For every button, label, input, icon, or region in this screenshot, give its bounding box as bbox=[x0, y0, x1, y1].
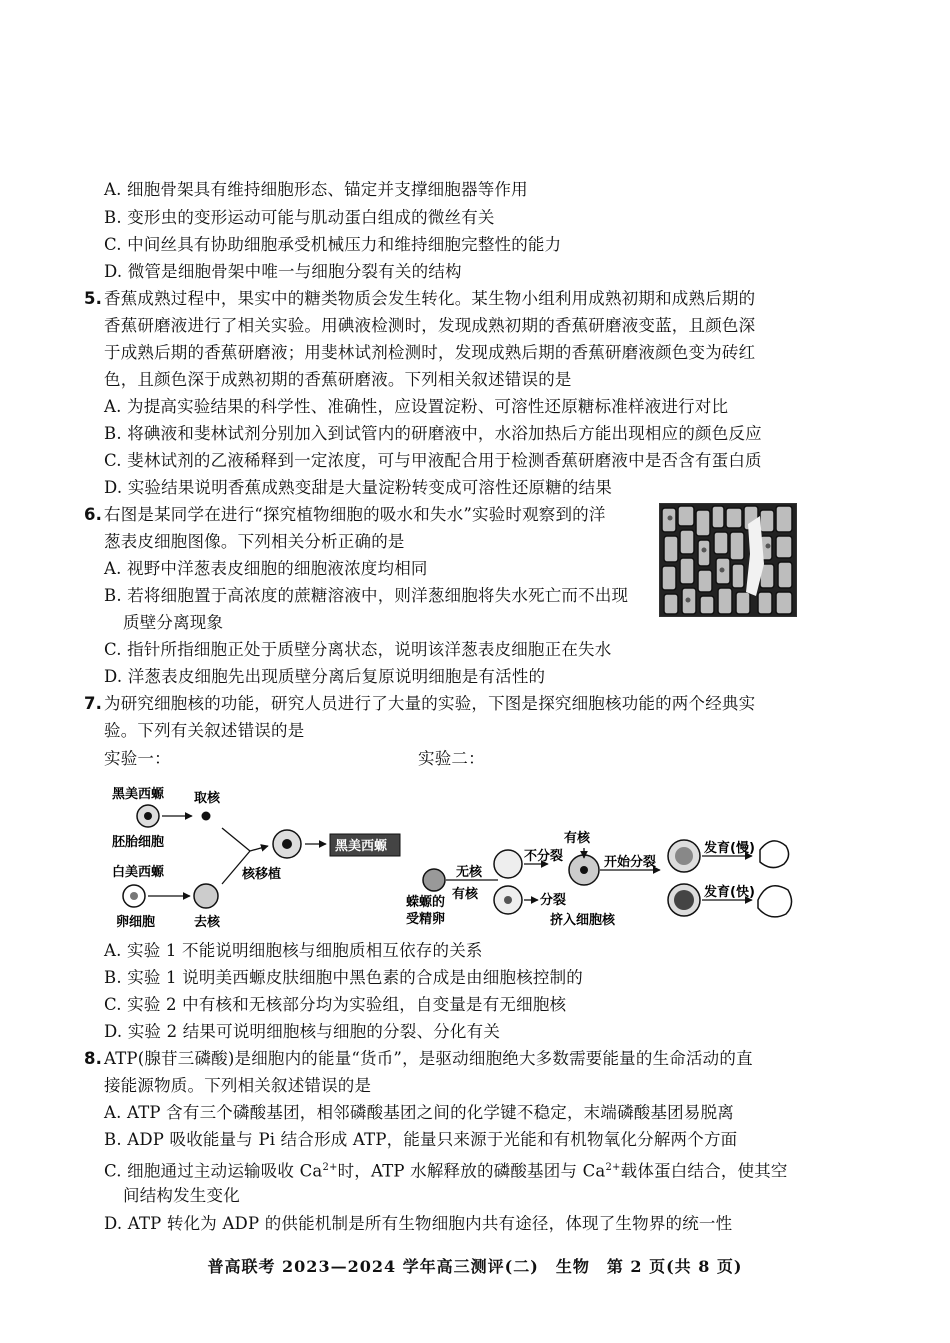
enucleated-egg-icon bbox=[194, 884, 218, 908]
label-develop-slow: 发育(慢) bbox=[704, 841, 755, 856]
q5-stem-4: 色，且颜色深于成熟初期的香蕉研磨液。下列相关叙述错误的是 bbox=[104, 370, 572, 389]
label-egg-cell: 卵细胞 bbox=[116, 915, 156, 930]
nucleus-icon bbox=[202, 812, 211, 821]
q7-number: 7. bbox=[84, 694, 103, 713]
q7-stem-2: 验。下列有关叙述错误的是 bbox=[104, 721, 305, 740]
label-enucleate: 去核 bbox=[194, 915, 221, 930]
q8-stem-2: 接能源物质。下列相关叙述错误的是 bbox=[104, 1076, 372, 1095]
q8-number: 8. bbox=[84, 1049, 103, 1068]
q6-option-b: B. 若将细胞置于高浓度的蔗糖溶液中，则洋葱细胞将失水死亡而不出现 bbox=[104, 586, 629, 605]
larva-slow-icon bbox=[760, 841, 789, 868]
q6-stem-1: 右图是某同学在进行“探究植物细胞的吸水和失水”实验时观察到的洋 bbox=[104, 505, 606, 524]
fertilized-egg-icon bbox=[423, 869, 445, 891]
label-has-nucleus-top: 有核 bbox=[564, 831, 591, 846]
q7-option-a: A. 实验 1 不能说明细胞核与细胞质相互依存的关系 bbox=[104, 941, 483, 960]
label-zygote-1: 蝾螈的 bbox=[406, 895, 446, 910]
q4-option-b: B. 变形虫的变形运动可能与肌动蛋白组成的微丝有关 bbox=[104, 208, 495, 227]
exp1-title: 实验一： bbox=[104, 749, 171, 768]
label-white-axolotl: 白美西螈 bbox=[112, 865, 165, 880]
ca-charge-2: 2+ bbox=[605, 1162, 621, 1173]
q8-option-a: A. ATP 含有三个磷酸基团，相邻磷酸基团之间的化学键不稳定，末端磷酸基团易脱离 bbox=[104, 1103, 734, 1122]
label-no-nucleus: 无核 bbox=[456, 865, 483, 880]
label-no-divide: 不分裂 bbox=[524, 849, 564, 864]
q8-option-c bbox=[104, 1157, 788, 1183]
page-footer: 普高联考 2023—2024 学年高三测评(二) 生物 第 2 页(共 8 页) bbox=[207, 1257, 743, 1276]
split-egg-top-icon bbox=[494, 850, 522, 878]
q8-option-c-part1: C. 细胞通过主动运输吸收 Ca bbox=[104, 1161, 323, 1181]
label-divide: 分裂 bbox=[540, 893, 567, 908]
q4-option-a: A. 细胞骨架具有维持细胞形态、锚定并支撑细胞器等作用 bbox=[104, 180, 528, 199]
label-start-divide: 开始分裂 bbox=[604, 855, 657, 870]
q4-option-d: D. 微管是细胞骨架中唯一与细胞分裂有关的结构 bbox=[104, 262, 462, 281]
label-zygote-2: 受精卵 bbox=[406, 912, 446, 927]
q6-option-b-cont: 质壁分离现象 bbox=[123, 613, 224, 632]
q8-option-d: D. ATP 转化为 ADP 的供能机制是所有生物细胞内共有途径，体现了生物界的统一性 bbox=[104, 1214, 733, 1233]
label-black-axolotl: 黑美西螈 bbox=[112, 787, 165, 802]
label-transplant: 核移植 bbox=[242, 867, 282, 882]
q7-option-d: D. 实验 2 结果可说明细胞核与细胞的分裂、分化有关 bbox=[104, 1022, 501, 1041]
q6-number: 6. bbox=[84, 505, 103, 524]
label-result: 黑美西螈 bbox=[335, 839, 388, 854]
label-take-nucleus: 取核 bbox=[194, 791, 221, 806]
q6-option-c: C. 指针所指细胞正处于质壁分离状态，说明该洋葱表皮细胞正在失水 bbox=[104, 640, 612, 659]
label-squeeze-nucleus: 挤入细胞核 bbox=[550, 913, 616, 928]
label-with-nucleus: 有核 bbox=[452, 887, 479, 902]
q5-stem-3: 于成熟后期的香蕉研磨液；用斐林试剂检测时，发现成熟后期的香蕉研磨液颜色变为砖红 bbox=[104, 343, 756, 362]
q7-stem-1: 为研究细胞核的功能，研究人员进行了大量的实验，下图是探究细胞核功能的两个经典实 bbox=[104, 694, 756, 713]
q5-stem-2: 香蕉研磨液进行了相关实验。用碘液检测时，发现成熟初期的香蕉研磨液变蓝，且颜色深 bbox=[104, 316, 756, 335]
q8-option-c-cont: 间结构发生变化 bbox=[123, 1186, 240, 1205]
q8-stem-1: ATP(腺苷三磷酸)是细胞内的能量“货币”，是驱动细胞绝大多数需要能量的生命活动的直 bbox=[104, 1049, 753, 1068]
q8-option-c-part2: 时，ATP 水解释放的磷酸基团与 Ca bbox=[337, 1161, 606, 1181]
q8-option-b: B. ADP 吸收能量与 Pi 结合形成 ATP，能量只来源于光能和有机物氧化分解两个方面 bbox=[104, 1130, 738, 1149]
nucleus-experiments-diagram bbox=[100, 776, 800, 936]
q6-option-d: D. 洋葱表皮细胞先出现质壁分离后复原说明细胞是有活性的 bbox=[104, 667, 546, 686]
q5-option-c: C. 斐林试剂的乙液稀释到一定浓度，可与甲液配合用于检测香蕉研磨液中是否含有蛋白质 bbox=[104, 451, 762, 470]
q6-option-a: A. 视野中洋葱表皮细胞的细胞液浓度均相同 bbox=[104, 559, 428, 578]
q5-option-d: D. 实验结果说明香蕉成熟变甜是大量淀粉转变成可溶性还原糖的结果 bbox=[104, 478, 613, 497]
q5-option-a: A. 为提高实验结果的科学性、准确性，应设置淀粉、可溶性还原糖标准样液进行对比 bbox=[104, 397, 729, 416]
onion-cell-micrograph bbox=[659, 503, 797, 617]
q7-option-b: B. 实验 1 说明美西螈皮肤细胞中黑色素的合成是由细胞核控制的 bbox=[104, 968, 584, 987]
ca-charge-1: 2+ bbox=[322, 1162, 338, 1173]
q5-number: 5. bbox=[84, 289, 103, 308]
q4-option-c: C. 中间丝具有协助细胞承受机械压力和维持细胞完整性的能力 bbox=[104, 235, 562, 254]
label-develop-fast: 发育(快) bbox=[704, 885, 755, 900]
label-embryo-cell: 胚胎细胞 bbox=[112, 835, 165, 850]
q8-option-c-part3: 载体蛋白结合，使其空 bbox=[620, 1161, 788, 1181]
q7-option-c: C. 实验 2 中有核和无核部分均为实验组，自变量是有无细胞核 bbox=[104, 995, 567, 1014]
q6-stem-2: 葱表皮细胞图像。下列相关分析正确的是 bbox=[104, 532, 405, 551]
larva-fast-icon bbox=[758, 886, 792, 917]
exp2-title: 实验二： bbox=[418, 749, 485, 768]
q5-stem-1: 香蕉成熟过程中，果实中的糖类物质会发生转化。某生物小组利用成熟初期和成熟后期的 bbox=[104, 289, 756, 308]
q5-option-b: B. 将碘液和斐林试剂分别加入到试管内的研磨液中，水浴加热后方能出现相应的颜色反应 bbox=[104, 424, 762, 443]
